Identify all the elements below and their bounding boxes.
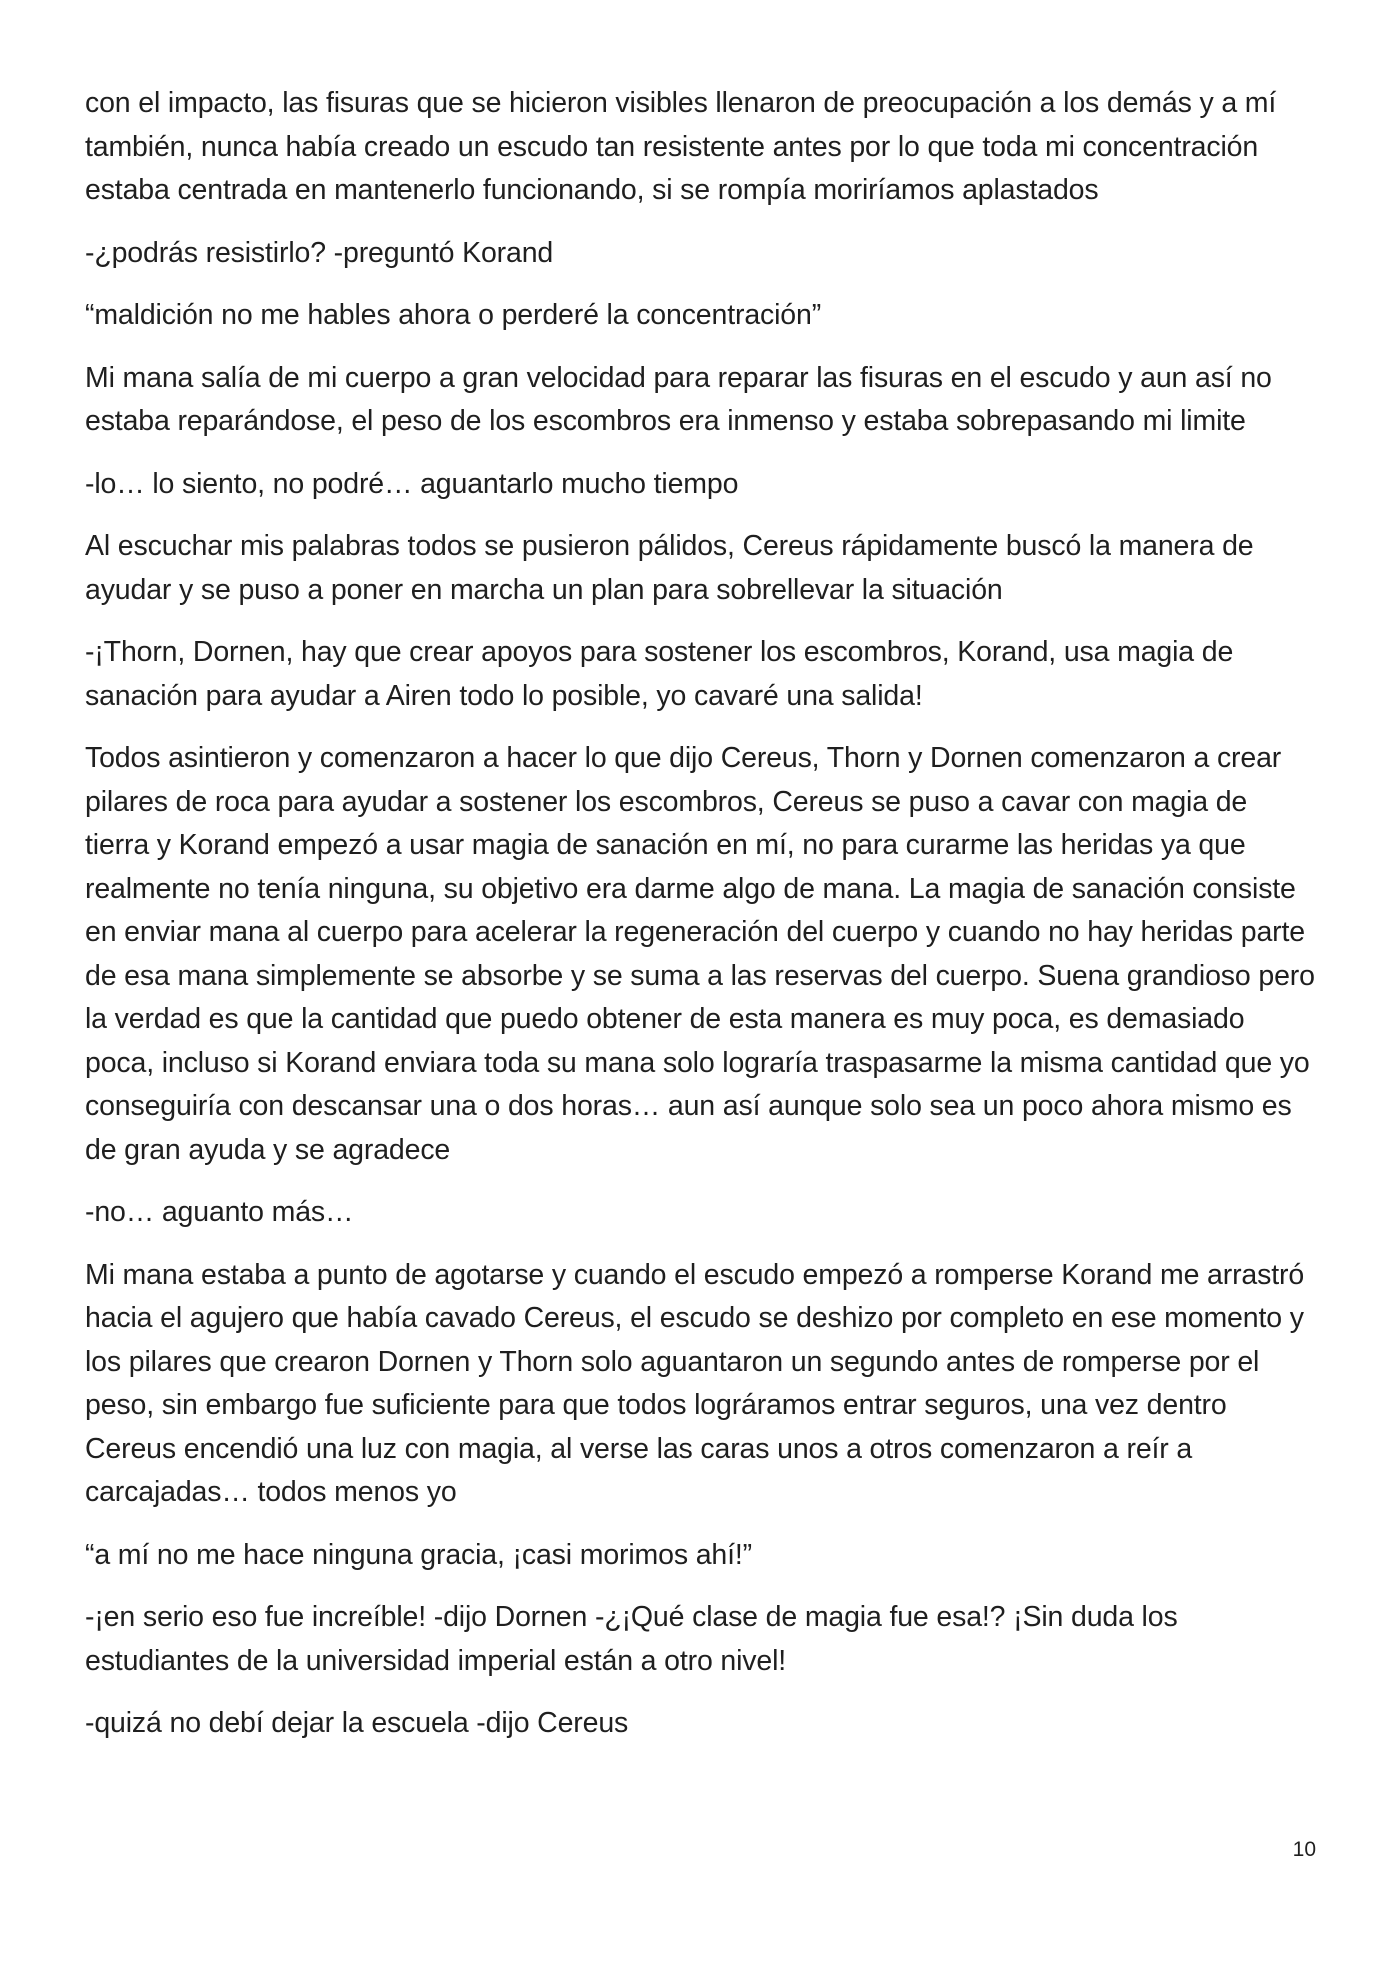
paragraph: -¡Thorn, Dornen, hay que crear apoyos para sostener los escombros, Korand, usa magia de sanación para ayudar a Airen todo lo posible, yo cavaré una salida!	[85, 636, 1234, 712]
paragraph: con el impacto, las fisuras que se hicieron visibles llenaron de preocupación a los demás y a mí también, nunca había creado un escudo tan resistente antes por lo que toda mi concentración estaba centrada en mantenerlo funcionando, si se rompía moriríamos aplastados	[85, 87, 1277, 206]
paragraph: -quizá no debí dejar la escuela -dijo Cereus	[85, 1707, 629, 1739]
body-text	[85, 82, 1317, 1765]
page-number: 10	[1292, 1838, 1316, 1861]
paragraph: Mi mana estaba a punto de agotarse y cuando el escudo empezó a romperse Korand me arrastró hacia el agujero que había cavado Cereus, el escudo se deshizo por completo en ese momento y los pilares que crearon Dornen y Thorn solo aguantaron un segundo antes de romperse por el peso, sin embargo fue suficiente para que todos lográramos entrar seguros, una vez dentro Cereus encendió una luz con magia, al verse las caras unos a otros comenzaron a reír a carcajadas… todos menos yo	[85, 1258, 1305, 1508]
paragraph: -no… aguanto más…	[85, 1196, 354, 1228]
paragraph: “a mí no me hace ninguna gracia, ¡casi morimos ahí!”	[85, 1538, 752, 1571]
paragraph: Al escuchar mis palabras todos se pusieron pálidos, Cereus rápidamente buscó la manera de ayudar y se puso a poner en marcha un plan para sobrellevar la situación	[85, 530, 1254, 606]
paragraph: -lo… lo siento, no podré… aguantarlo mucho tiempo	[85, 467, 739, 500]
paragraph: -¿podrás resistirlo? -preguntó Korand	[85, 236, 554, 269]
paragraph: Todos asintieron y comenzaron a hacer lo que dijo Cereus, Thorn y Dornen comenzaron a crear pilares de roca para ayudar a sostener los escombros, Cereus se puso a cavar con magia de tierra y Korand empezó a usar magia de sanación en mí, no para curarme las heridas ya que realmente no tenía ninguna, su objetivo era darme algo de mana. La magia de sanación consiste en enviar mana al cuerpo para acelerar la regeneración del cuerpo y cuando no hay heridas parte de esa mana simplemente se absorbe y se suma a las reservas del cuerpo. Suena grandioso pero la verdad es que la cantidad que puedo obtener de esta manera es muy poca, es demasiado poca, incluso si Korand enviara toda su mana solo lograría traspasarme la misma cantidad que yo conseguiría con descansar una o dos horas… aun así aunque solo sea un poco ahora mismo es de gran ayuda y se agradece	[85, 742, 1315, 1166]
paragraph: “maldición no me hables ahora o perderé la concentración”	[85, 299, 822, 331]
paragraph: Mi mana salía de mi cuerpo a gran velocidad para reparar las fisuras en el escudo y aun así no estaba reparándose, el peso de los escombros era inmenso y estaba sobrepasando mi limite	[85, 361, 1272, 437]
paragraph: -¡en serio eso fue increíble! -dijo Dornen -¿¡Qué clase de magia fue esa!? ¡Sin duda los estudiantes de la universidad imperial están a otro nivel!	[85, 1601, 1178, 1677]
